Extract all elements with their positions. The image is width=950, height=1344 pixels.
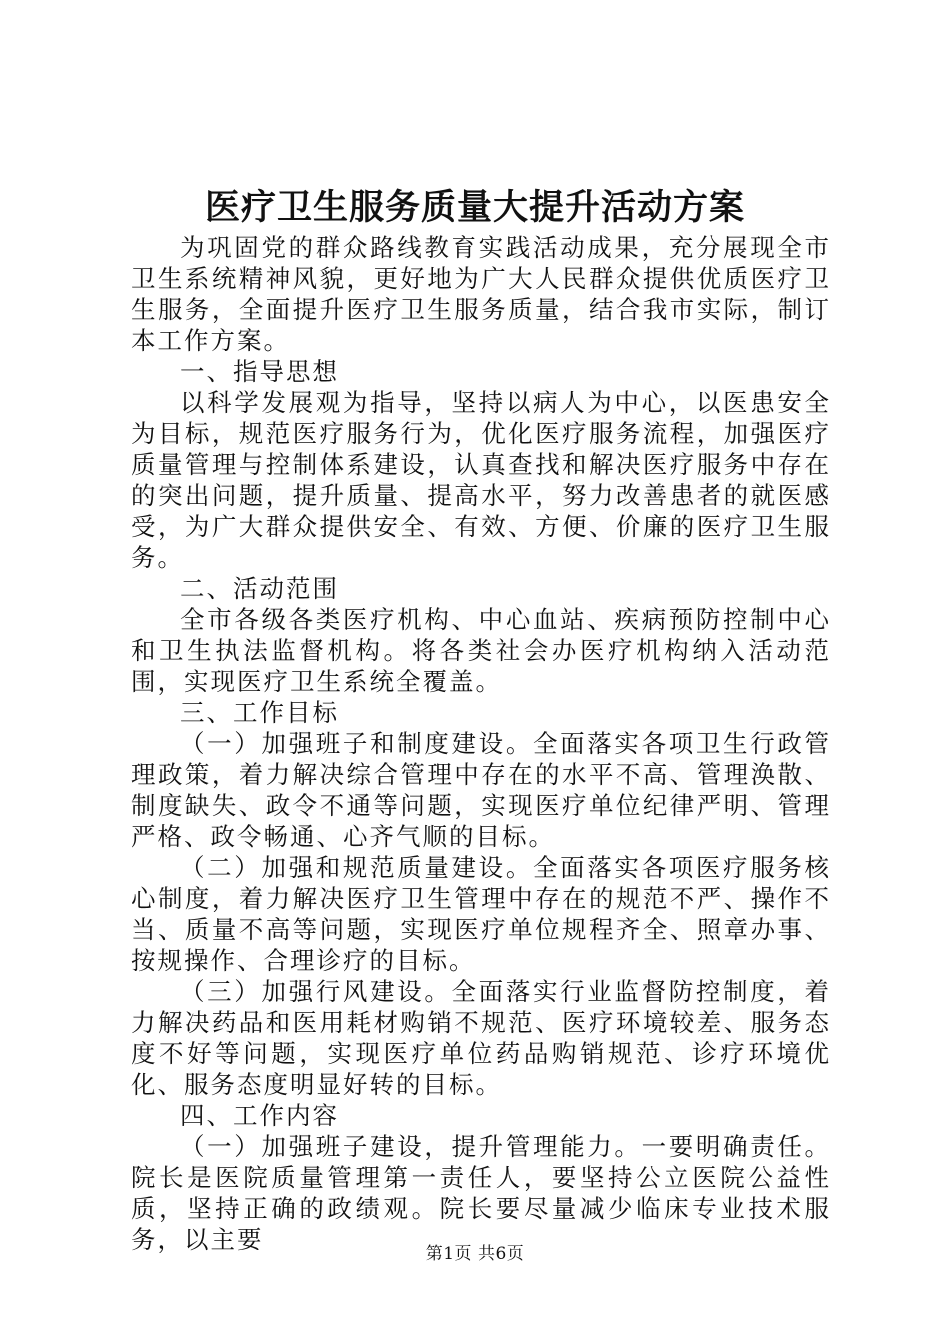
goal-item-3: （三）加强行风建设。全面落实行业监督防控制度，着力解决药品和医用耗材购销不规范、医疗环境较差、服务态度不好等问题，实现医疗单位药品购销规范、诊疗环境优化、服务态度明显好转的目标。 xyxy=(131,977,831,1099)
document-body xyxy=(131,232,831,1255)
section-heading-2: 二、活动范围 xyxy=(180,574,339,603)
page-footer: 第1页 共6页 xyxy=(425,1244,525,1264)
document-title: 医疗卫生服务质量大提升活动方案 xyxy=(204,187,745,228)
intro-paragraph: 为巩固党的群众路线教育实践活动成果，充分展现全市卫生系统精神风貌，更好地为广大人民群众提供优质医疗卫生服务，全面提升医疗卫生服务质量，结合我市实际，制订本工作方案。 xyxy=(131,233,831,355)
guiding-thought-paragraph: 以科学发展观为指导，坚持以病人为中心，以医患安全为目标，规范医疗服务行为，优化医疗服务流程，加强医疗质量管理与控制体系建设，认真查找和解决医疗服务中存在的突出问题，提升质量、提高水平，努力改善患者的就医感受，为广大群众提供安全、有效、方便、价廉的医疗卫生服务。 xyxy=(131,388,831,572)
goal-item-2: （二）加强和规范质量建设。全面落实各项医疗服务核心制度，着力解决医疗卫生管理中存在的规范不严、操作不当、质量不高等问题，实现医疗单位规程齐全、照章办事、按规操作、合理诊疗的目标。 xyxy=(131,853,831,975)
activity-scope-paragraph: 全市各级各类医疗机构、中心血站、疾病预防控制中心和卫生执法监督机构。将各类社会办医疗机构纳入活动范围，实现医疗卫生系统全覆盖。 xyxy=(131,605,831,696)
section-heading-4: 四、工作内容 xyxy=(180,1101,339,1130)
content-item-1: （一）加强班子建设，提升管理能力。一要明确责任。院长是医院质量管理第一责任人，要坚持公立医院公益性质，坚持正确的政绩观。院长要尽量减少临床专业技术服务，以主要 xyxy=(131,1132,831,1254)
goal-item-1: （一）加强班子和制度建设。全面落实各项卫生行政管理政策，着力解决综合管理中存在的水平不高、管理涣散、制度缺失、政令不通等问题，实现医疗单位纪律严明、管理严格、政令畅通、心齐气顺的目标。 xyxy=(131,729,831,851)
section-heading-1: 一、指导思想 xyxy=(180,357,339,386)
section-heading-3: 三、工作目标 xyxy=(180,698,339,727)
